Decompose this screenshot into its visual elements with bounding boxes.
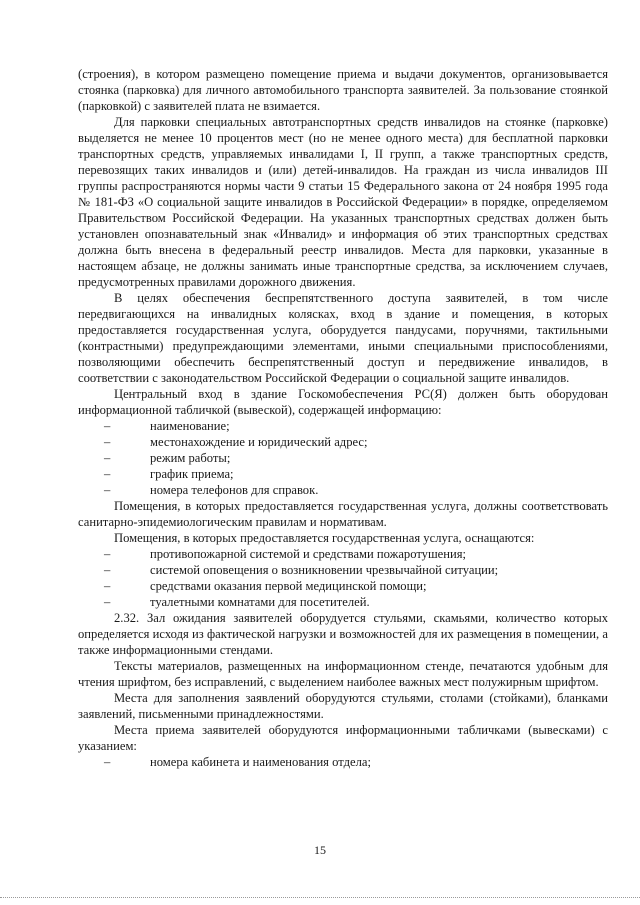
paragraph-accessibility: В целях обеспечения беспрепятственного доступа заявителей, в том числе передвигающихся на инвалидных колясках, вход в здание и помещения, в которых предоставляется государственная услуга, оборудуется пандусами, поручнями, тактильными (контрастными) предупреждающими элементами, иными специальными приспособлениями, позволяющими обеспечить беспрепятственный доступ и передвижение инвалидов, в соответствии с законодательством Российской Федерации о социальной защите инвалидов. <box>78 291 608 385</box>
scan-edge-divider <box>0 897 640 898</box>
list-dash: – <box>104 563 111 577</box>
reception-list <box>78 754 608 770</box>
page-body <box>78 66 608 770</box>
paragraph-equipment-intro: Помещения, в которых предоставляется государственная услуга, оснащаются: <box>114 531 535 545</box>
list-dash: – <box>104 419 111 433</box>
list-dash: – <box>104 467 111 481</box>
list-item-text: туалетными комнатами для посетителей. <box>150 595 370 609</box>
list-item-text: наименование; <box>150 419 230 433</box>
list-item <box>78 482 608 498</box>
list-item <box>78 562 608 578</box>
list-item-text: противопожарной системой и средствами пожаротушения; <box>150 547 467 561</box>
paragraph-waiting-hall: 2.32. Зал ожидания заявителей оборудуется стульями, скамьями, количество которых определяется исходя из фактической нагрузки и возможностей для их размещения в помещении, а также информационными стендами. <box>78 611 608 657</box>
list-item <box>78 418 608 434</box>
paragraph-sanitary: Помещения, в которых предоставляется государственная услуга, должны соответствовать санитарно-эпидемиологическим правилам и нормативам. <box>78 499 608 529</box>
list-dash: – <box>104 451 111 465</box>
list-item <box>78 754 608 770</box>
list-item-text: системой оповещения о возникновении чрезвычайной ситуации; <box>150 563 499 577</box>
list-dash: – <box>104 547 111 561</box>
list-item <box>78 450 608 466</box>
list-item-text: режим работы; <box>150 451 231 465</box>
list-item <box>78 546 608 562</box>
list-item <box>78 466 608 482</box>
list-item-text: номера кабинета и наименования отдела; <box>150 755 371 769</box>
list-item-text: номера телефонов для справок. <box>150 483 319 497</box>
paragraph-form-filling: Места для заполнения заявлений оборудуются стульями, столами (стойками), бланками заявлений, письменными принадлежностями. <box>78 691 608 721</box>
paragraph-disabled-parking: Для парковки специальных автотранспортных средств инвалидов на стоянке (парковке) выделяется не менее 10 процентов мест (но не менее одного места) для бесплатной парковки транспортных средств, управляемых инвалидами I, II групп, а также транспортных средств, перевозящих таких инвалидов и (или) детей-инвалидов. На граждан из числа инвалидов III группы распространяются нормы части 9 статьи 15 Федерального закона от 24 ноября 1995 года № 181-ФЗ «О социальной защите инвалидов в Российской Федерации» в порядке, определяемом Правительством Российской Федерации. На указанных транспортных средствах должен быть установлен опознавательный знак «Инвалид» и информация об этих транспортных средствах должна быть внесена в федеральный реестр инвалидов. Места для парковки, указанные в настоящем абзаце, не должны занимать иные транспортные средства, за исключением случаев, предусмотренных правилами дорожного движения. <box>78 115 608 289</box>
paragraph-entrance-signage: Центральный вход в здание Госкомобеспечения РС(Я) должен быть оборудован информационной табличкой (вывеской), содержащей информацию: <box>78 387 608 417</box>
list-item <box>78 594 608 610</box>
list-item <box>78 578 608 594</box>
list-dash: – <box>104 595 111 609</box>
list-item-text: средствами оказания первой медицинской помощи; <box>150 579 427 593</box>
page-number: 15 <box>314 843 326 857</box>
list-dash: – <box>104 579 111 593</box>
list-item <box>78 434 608 450</box>
paragraph-reception-places: Места приема заявителей оборудуются информационными табличками (вывесками) с указанием: <box>78 723 608 753</box>
list-dash: – <box>104 755 111 769</box>
list-item-text: график приема; <box>150 467 234 481</box>
signage-list <box>78 418 608 498</box>
list-dash: – <box>104 483 111 497</box>
paragraph-info-stand: Тексты материалов, размещенных на информационном стенде, печатаются удобным для чтения шрифтом, без исправлений, с выделением наиболее важных мест полужирным шрифтом. <box>78 659 608 689</box>
paragraph-parking: (строения), в котором размещено помещение приема и выдачи документов, организовывается стоянка (парковка) для личного автомобильного транспорта заявителей. За пользование стоянкой (парковкой) с заявителей плата не взимается. <box>78 67 608 113</box>
list-item-text: местонахождение и юридический адрес; <box>150 435 368 449</box>
equipment-list <box>78 546 608 610</box>
list-dash: – <box>104 435 111 449</box>
